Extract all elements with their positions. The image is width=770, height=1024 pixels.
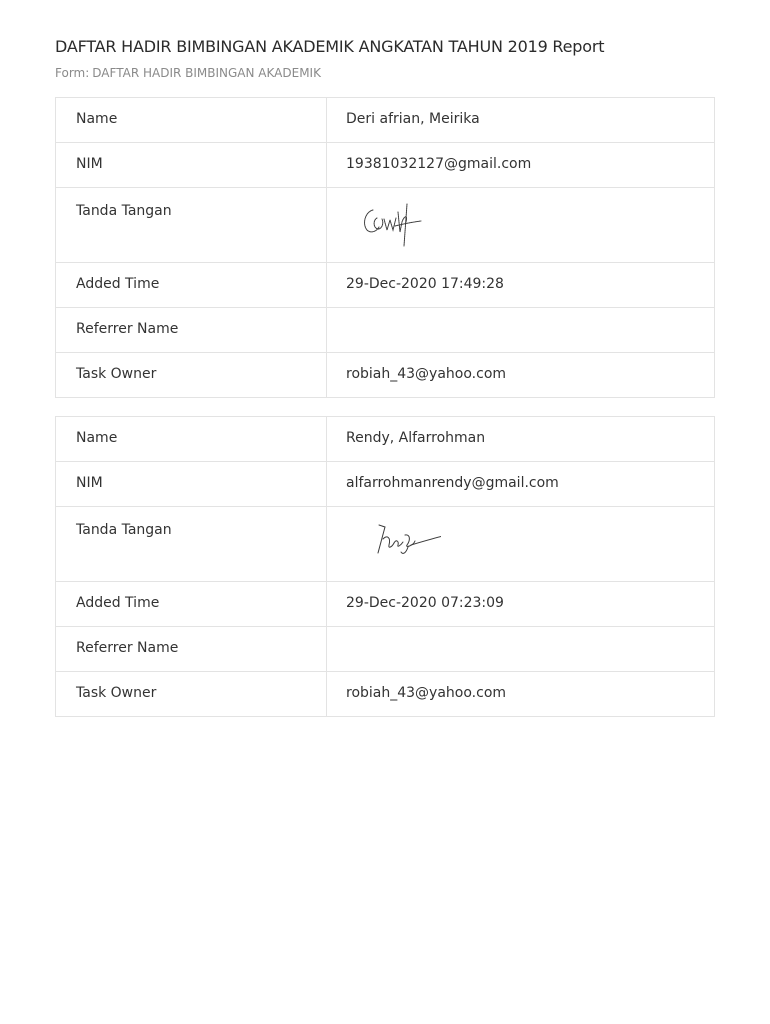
field-value-signature	[327, 188, 715, 263]
report-title: DAFTAR HADIR BIMBINGAN AKADEMIK ANGKATAN TAHUN 2019 Report	[55, 37, 605, 56]
field-label: Added Time	[56, 263, 327, 308]
field-label: Tanda Tangan	[56, 188, 327, 263]
field-row-referrer	[56, 308, 715, 353]
field-label: NIM	[56, 143, 327, 188]
field-value-owner: robiah_43@yahoo.com	[327, 353, 715, 398]
record-table	[55, 416, 715, 717]
field-value-added-time: 29-Dec-2020 07:23:09	[327, 582, 715, 627]
field-row-nim	[56, 462, 715, 507]
field-label: Referrer Name	[56, 627, 327, 672]
field-label: Task Owner	[56, 353, 327, 398]
form-prefix: Form:	[55, 66, 90, 80]
field-value-nim: 19381032127@gmail.com	[327, 143, 715, 188]
field-label: Tanda Tangan	[56, 507, 327, 582]
field-value-referrer	[327, 627, 715, 672]
field-row-name	[56, 98, 715, 143]
field-value-referrer	[327, 308, 715, 353]
field-row-added-time	[56, 263, 715, 308]
field-label: Referrer Name	[56, 308, 327, 353]
record-table	[55, 97, 715, 398]
field-label: Added Time	[56, 582, 327, 627]
field-row-referrer	[56, 627, 715, 672]
field-value-added-time: 29-Dec-2020 17:49:28	[327, 263, 715, 308]
field-label: Name	[56, 98, 327, 143]
field-row-owner	[56, 672, 715, 717]
field-label: Task Owner	[56, 672, 327, 717]
field-value-nim: alfarrohmanrendy@gmail.com	[327, 462, 715, 507]
field-label: NIM	[56, 462, 327, 507]
field-row-added-time	[56, 582, 715, 627]
field-row-name	[56, 417, 715, 462]
field-label: Name	[56, 417, 327, 462]
field-row-nim	[56, 143, 715, 188]
signature-image	[361, 519, 441, 559]
signature-image	[361, 200, 431, 252]
field-value-name: Deri afrian, Meirika	[327, 98, 715, 143]
field-row-owner	[56, 353, 715, 398]
field-value-name: Rendy, Alfarrohman	[327, 417, 715, 462]
field-value-signature	[327, 507, 715, 582]
form-name: DAFTAR HADIR BIMBINGAN AKADEMIK	[92, 66, 321, 80]
form-subtitle	[55, 66, 321, 80]
field-value-owner: robiah_43@yahoo.com	[327, 672, 715, 717]
field-row-signature	[56, 188, 715, 263]
field-row-signature	[56, 507, 715, 582]
